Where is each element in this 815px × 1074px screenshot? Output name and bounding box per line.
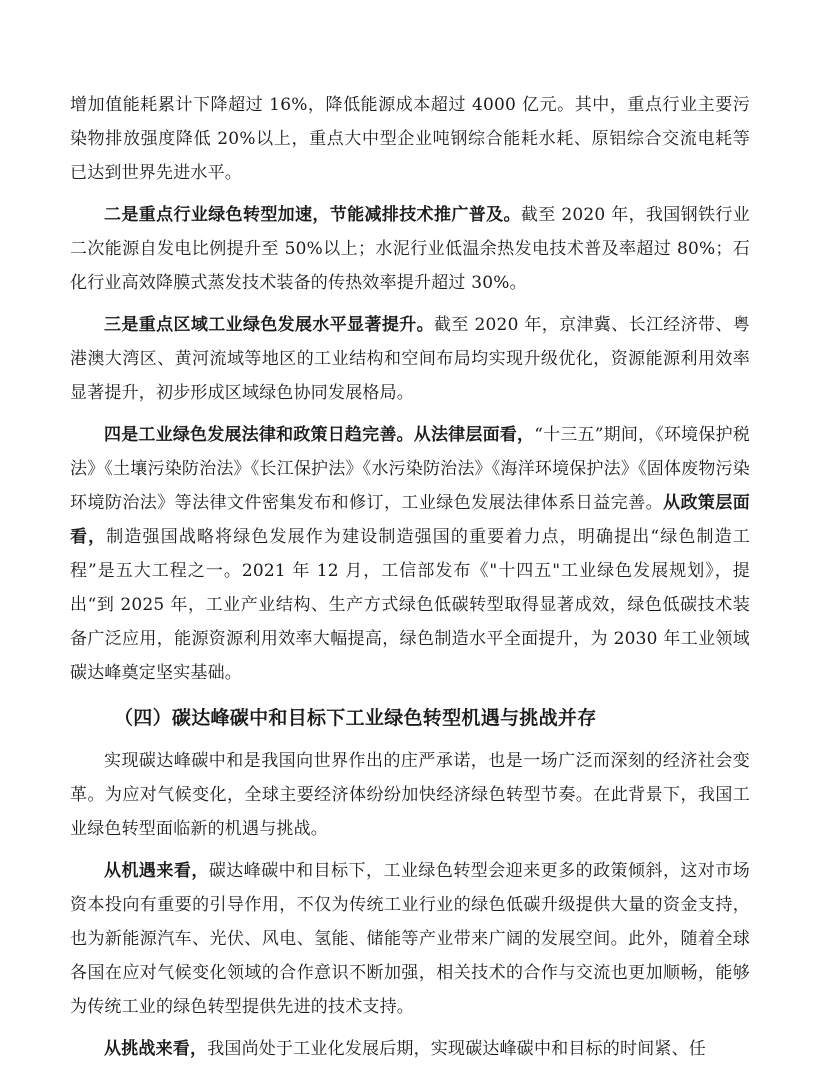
paragraph-lead: 四是工业绿色发展法律和政策日趋完善。 bbox=[104, 425, 414, 445]
paragraph-energy-savings bbox=[70, 88, 750, 190]
paragraph-key-regions bbox=[70, 308, 750, 410]
paragraph-challenges bbox=[70, 1032, 750, 1066]
paragraph-key-industries bbox=[70, 198, 750, 300]
paragraph-lead: 三是重点区域工业绿色发展水平显著提升。 bbox=[104, 315, 435, 335]
paragraph-lead: 从挑战来看， bbox=[104, 1039, 208, 1059]
paragraph-laws-policies bbox=[70, 418, 750, 690]
paragraph-text: 制造强国战略将绿色发展作为建设制造强国的重要着力点，明确提出“绿色制造工程”是五大工程之一。2021 年 12 月，工信部发布《"十四五"工业绿色发展规划》，提出“到 2025 年，工业产业结构、生产方式绿色低碳转型取得显著成效，绿色低碳技术装备广泛应用，能源资源利用效率大幅提高，绿色制造水平全面提升，为 2030 年工业领域碳达峰奠定坚实基础。 bbox=[70, 527, 750, 683]
section-heading: （四）碳达峰碳中和目标下工业绿色转型机遇与挑战并存 bbox=[114, 707, 597, 729]
paragraph-carbon-commitment bbox=[70, 744, 750, 846]
paragraph-subhead-policy: 从政策层面看， bbox=[70, 493, 750, 547]
paragraph-subhead-law: 从法律层面看， bbox=[413, 425, 535, 445]
paragraph-text: 实现碳达峰碳中和是我国向世界作出的庄严承诺，也是一场广泛而深刻的经济社会变革。为应对气候变化，全球主要经济体纷纷加快经济绿色转型节奏。在此背景下，我国工业绿色转型面临新的机遇与挑战。 bbox=[70, 751, 750, 839]
paragraph-lead: 二是重点行业绿色转型加速，节能减排技术推广普及。 bbox=[104, 205, 521, 225]
paragraph-lead: 从机遇来看， bbox=[104, 861, 209, 881]
paragraph-text: 增加值能耗累计下降超过 16%，降低能源成本超过 4000 亿元。其中，重点行业主要污染物排放强度降低 20%以上，重点大中型企业吨钢综合能耗水耗、原铝综合交流电耗等已达到世界先进水平。 bbox=[70, 95, 750, 183]
paragraph-text: 截至 2020 年，京津冀、长江经济带、粤港澳大湾区、黄河流域等地区的工业结构和空间布局均实现升级优化，资源能源利用效率显著提升，初步形成区域绿色协同发展格局。 bbox=[70, 315, 750, 403]
paragraph-text: “十三五”期间，《环境保护税法》《土壤污染防治法》《长江保护法》《水污染防治法》《海洋环境保护法》《固体废物污染环境防治法》等法律文件密集发布和修订，工业绿色发展法律体系日益完善。 bbox=[70, 425, 751, 513]
document-page bbox=[70, 88, 750, 1074]
paragraph-opportunities bbox=[70, 854, 750, 1024]
paragraph-text: 截至 2020 年，我国钢铁行业二次能源自发电比例提升至 50%以上；水泥行业低温余热发电技术普及率超过 80%；石化行业高效降膜式蒸发技术装备的传热效率提升超过 30%。 bbox=[70, 205, 750, 293]
paragraph-text: 我国尚处于工业化发展后期，实现碳达峰碳中和目标的时间紧、任 bbox=[207, 1039, 707, 1059]
paragraph-text: 碳达峰碳中和目标下，工业绿色转型会迎来更多的政策倾斜，这对市场资本投向有重要的引导作用，不仅为传统工业行业的绿色低碳升级提供大量的资金支持，也为新能源汽车、光伏、风电、氢能、储能等产业带来广阔的发展空间。此外，随着全球各国在应对气候变化领域的合作意识不断加强，相关技术的合作与交流也更加顺畅，能够为传统工业的绿色转型提供先进的技术支持。 bbox=[70, 861, 751, 1017]
